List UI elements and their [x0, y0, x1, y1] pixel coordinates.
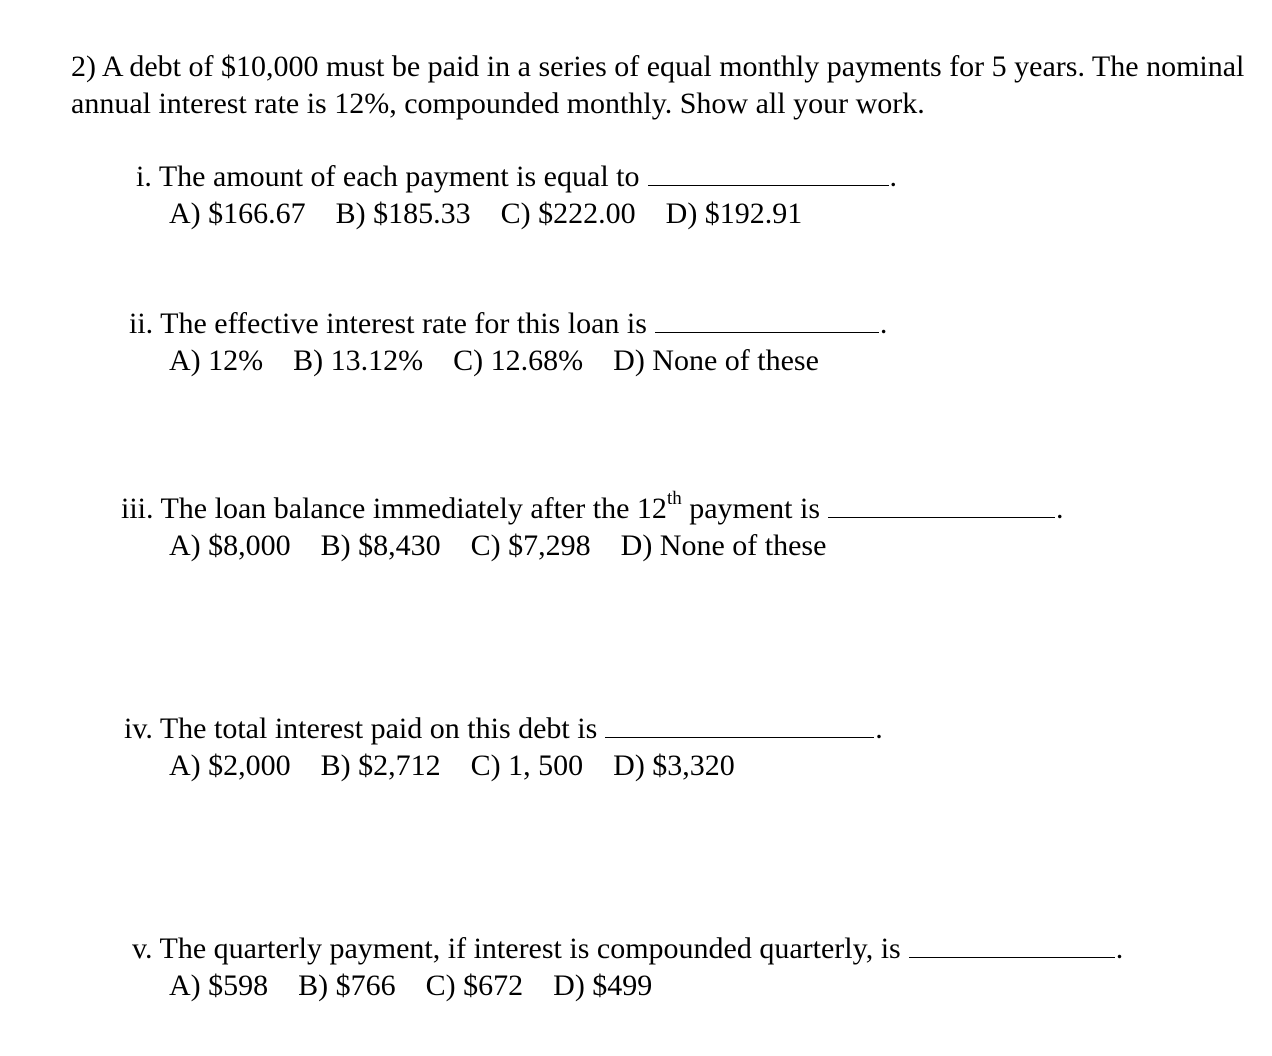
question-iv [124, 710, 883, 784]
question-text: The quarterly payment, if interest is compounded quarterly, is [159, 932, 901, 965]
answer-options [121, 527, 1064, 564]
answer-blank[interactable] [828, 491, 1055, 518]
question-line [129, 305, 887, 342]
question-text [160, 488, 821, 525]
option-c[interactable]: C) $7,298 [470, 529, 591, 562]
option-c[interactable]: C) $672 [425, 969, 524, 1002]
option-d[interactable]: D) $192.91 [665, 197, 803, 230]
period: . [889, 160, 897, 193]
period: . [875, 712, 883, 745]
question-number: iv. [124, 712, 153, 745]
period: . [1115, 932, 1124, 965]
question-ii [129, 305, 887, 379]
option-a[interactable]: A) 12% [169, 344, 264, 377]
question-text-after: payment is [681, 492, 821, 525]
question-line [136, 158, 897, 195]
question-number: ii. [129, 307, 154, 340]
option-b[interactable]: B) 13.12% [293, 344, 424, 377]
question-number: iii. [121, 492, 154, 525]
answer-options [136, 195, 897, 232]
period: . [1056, 492, 1064, 525]
option-a[interactable]: A) $598 [169, 969, 269, 1002]
option-b[interactable]: B) $8,430 [320, 529, 441, 562]
question-number: v. [132, 932, 153, 965]
question-number: i. [136, 160, 152, 193]
option-a[interactable]: A) $8,000 [169, 529, 291, 562]
question-text: The effective interest rate for this loan is [160, 307, 647, 340]
question-iii [121, 490, 1064, 564]
ordinal-superscript: th [666, 488, 682, 509]
question-i [136, 158, 897, 232]
answer-options [124, 747, 883, 784]
option-b[interactable]: B) $766 [298, 969, 396, 1002]
answer-blank[interactable] [655, 306, 879, 333]
option-c[interactable]: C) 12.68% [453, 344, 584, 377]
option-d[interactable]: D) None of these [620, 529, 827, 562]
period: . [879, 307, 888, 340]
option-d[interactable]: D) $499 [553, 969, 653, 1002]
answer-blank[interactable] [648, 159, 889, 186]
option-d[interactable]: D) $3,320 [613, 749, 735, 782]
answer-options [132, 967, 1123, 1004]
option-a[interactable]: A) $166.67 [169, 197, 306, 230]
answer-blank[interactable] [605, 711, 874, 738]
question-line [132, 930, 1123, 967]
option-b[interactable]: B) $185.33 [335, 197, 471, 230]
problem-statement: 2) A debt of $10,000 must be paid in a series of equal monthly payments for 5 years. The nominal annual interest rate is 12%, compounded monthly. Show all your work. [71, 50, 1245, 120]
option-a[interactable]: A) $2,000 [169, 749, 291, 782]
question-text: The total interest paid on this debt is [159, 712, 598, 745]
question-line [121, 490, 1064, 527]
option-c[interactable]: C) 1, 500 [470, 749, 584, 782]
option-c[interactable]: C) $222.00 [500, 197, 636, 230]
option-b[interactable]: B) $2,712 [320, 749, 441, 782]
option-d[interactable]: D) None of these [613, 344, 819, 377]
question-text-before: The loan balance immediately after the 12 [160, 492, 667, 525]
question-text: The amount of each payment is equal to [158, 160, 640, 193]
answer-options [129, 342, 887, 379]
question-v [132, 930, 1123, 1004]
question-line [124, 710, 883, 747]
answer-blank[interactable] [909, 931, 1115, 958]
